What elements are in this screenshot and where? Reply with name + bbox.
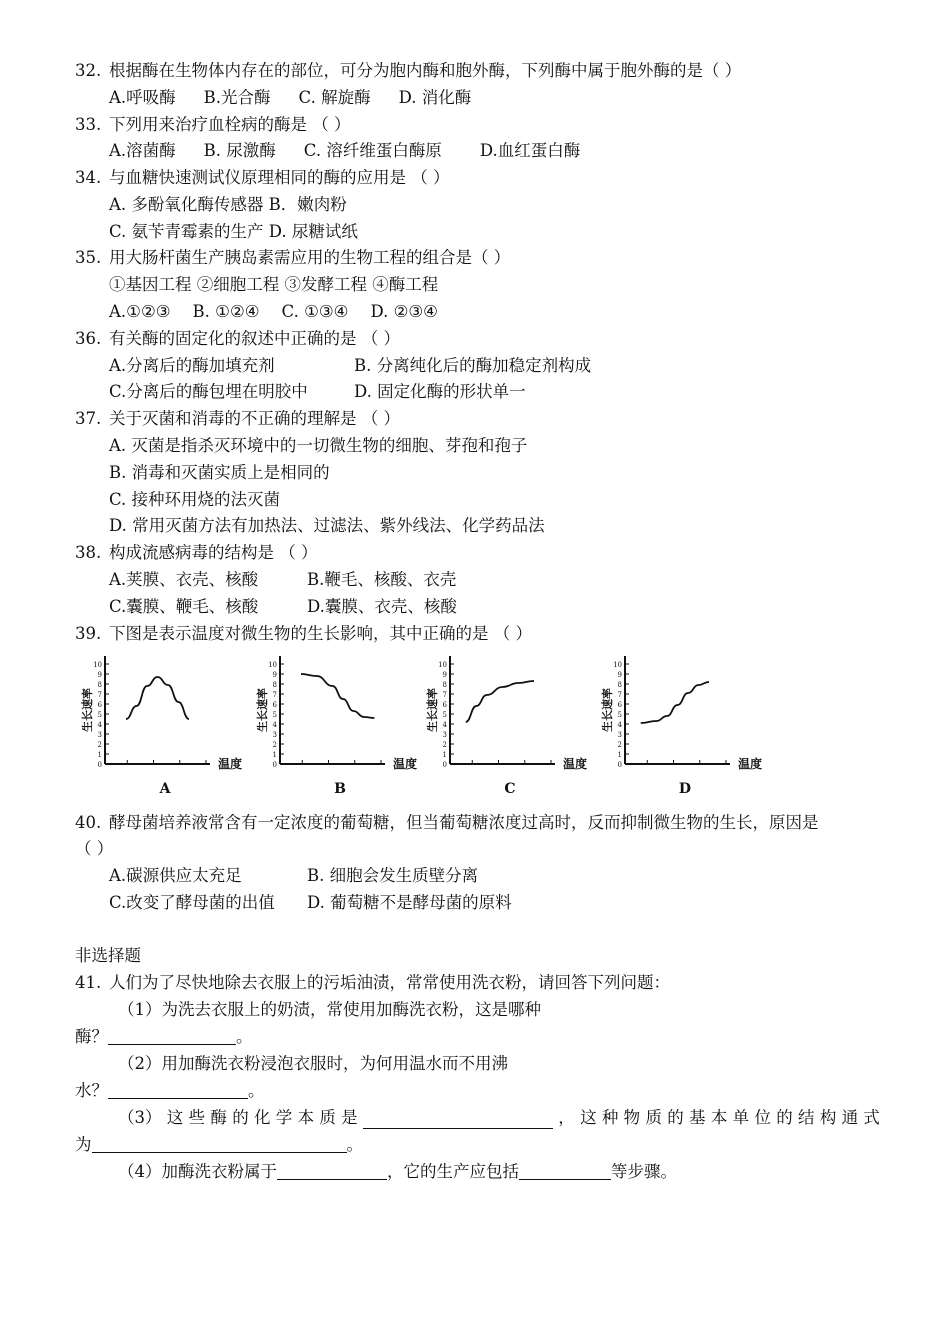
chart-letter: B [334, 781, 346, 797]
q34-stem: 34. 与血糖快速测试仪原理相同的酶的应用是 （ ） [75, 168, 450, 187]
question-number: 35. [75, 248, 102, 267]
x-axis-label: 温度 [393, 757, 418, 771]
growth-curve [301, 674, 375, 718]
y-tick-label: 6 [442, 701, 447, 709]
option-d: D.血红蛋白酶 [479, 141, 581, 160]
y-tick-label: 5 [442, 711, 447, 719]
q34-options-2: C. 氨苄青霉素的生产 D. 尿糖试纸 [109, 222, 358, 241]
question-number: 38. [75, 543, 102, 562]
option-b: B. ①②④ [192, 302, 260, 321]
y-tick-label: 0 [617, 761, 622, 769]
y-tick-label: 7 [442, 691, 447, 699]
chart-letter: A [159, 781, 171, 797]
q35-stem: 35. 用大肠杆菌生产胰岛素需应用的生物工程的组合是（ ） [75, 248, 511, 267]
y-tick-label: 7 [272, 691, 277, 699]
y-tick-label: 7 [617, 691, 622, 699]
option-c: C. 解旋酶 [298, 88, 371, 107]
y-tick-label: 8 [97, 681, 102, 689]
q32-options [109, 87, 471, 109]
q37-option-b: B. 消毒和灭菌实质上是相同的 [109, 463, 330, 482]
y-tick-label: 4 [272, 721, 277, 729]
y-tick-label: 8 [617, 681, 622, 689]
y-tick-label: 1 [442, 751, 447, 759]
q41-part4: （4）加酶洗衣粉属于 ，它的生产应包括 等步骤。 [118, 1162, 677, 1181]
q38-option-d: D.囊膜、衣壳、核酸 [307, 597, 457, 616]
option-a: A.①②③ [109, 302, 171, 321]
answer-blank[interactable] [108, 1082, 248, 1099]
y-tick-label: 5 [272, 711, 277, 719]
growth-curve [126, 677, 189, 719]
y-tick-label: 5 [617, 711, 622, 719]
q41-part3-line2: 为 。 [75, 1135, 363, 1154]
q36-option-b: B. 分离纯化后的酶加稳定剂构成 [354, 356, 592, 375]
q40-stem: 40. 酵母菌培养液常含有一定浓度的葡萄糖，但当葡萄糖浓度过高时，反而抑制微生物的生长，原因是 [75, 813, 819, 832]
option-a: A.溶菌酶 [109, 141, 176, 160]
q38-stem: 38. 构成流感病毒的结构是 （ ） [75, 543, 318, 562]
y-axis-label: 生长速率 [256, 688, 269, 732]
q33-options [109, 140, 580, 162]
y-tick-label: 10 [268, 661, 277, 669]
q38-option-c: C.囊膜、鞭毛、核酸 [109, 597, 259, 616]
y-tick-label: 3 [97, 731, 102, 739]
y-tick-label: 9 [272, 671, 277, 679]
q36-stem: 36. 有关酶的固定化的叙述中正确的是 （ ） [75, 329, 400, 348]
question-number: 32. [75, 61, 102, 80]
y-axis-label: 生长速率 [426, 688, 439, 732]
q35-items: ①基因工程 ②细胞工程 ③发酵工程 ④酶工程 [109, 275, 439, 294]
chart-letter: C [504, 781, 516, 797]
y-tick-label: 3 [617, 731, 622, 739]
y-tick-label: 1 [272, 751, 277, 759]
option-d: D. ②③④ [370, 302, 438, 321]
option-d: D. 消化酶 [398, 88, 472, 107]
y-tick-label: 4 [617, 721, 622, 729]
y-tick-label: 4 [442, 721, 447, 729]
growth-curve [466, 681, 534, 722]
q36-option-c: C.分离后的酶包埋在明胶中 [109, 382, 308, 401]
option-c: C. 溶纤维蛋白酶原 [303, 141, 442, 160]
y-tick-label: 4 [97, 721, 102, 729]
answer-blank[interactable] [92, 1136, 347, 1153]
y-tick-label: 2 [97, 741, 102, 749]
question-number: 37. [75, 409, 102, 428]
q37-option-a: A. 灭菌是指杀灭环境中的一切微生物的细胞、芽孢和孢子 [109, 436, 528, 455]
q35-options [109, 301, 438, 323]
q40-option-d: D. 葡萄糖不是酵母菌的原料 [307, 893, 512, 912]
question-number: 33. [75, 115, 102, 134]
y-tick-label: 6 [97, 701, 102, 709]
question-number: 40. [75, 813, 102, 832]
growth-curve [641, 682, 709, 723]
q39-stem: 39. 下图是表示温度对微生物的生长影响，其中正确的是 （ ） [75, 624, 532, 643]
q38-option-b: B.鞭毛、核酸、衣壳 [307, 570, 457, 589]
y-tick-label: 3 [272, 731, 277, 739]
option-b: B. 尿激酶 [203, 141, 276, 160]
q37-stem: 37. 关于灭菌和消毒的不正确的理解是 （ ） [75, 409, 400, 428]
y-tick-label: 9 [617, 671, 622, 679]
q41-stem: 41. 人们为了尽快地除去衣服上的污垢油渍，常常使用洗衣粉，请回答下列问题： [75, 973, 670, 992]
x-axis-label: 温度 [218, 757, 243, 771]
q38-option-a: A.荚膜、衣壳、核酸 [109, 570, 259, 589]
q41-part3-line1: （3） 这 些 酶 的 化 学 本 质 是 ， 这 种 物 质 的 基 本 单 位 的 结 构 通 式 [118, 1108, 880, 1127]
q41-part1-line2: 酶？ 。 [75, 1027, 253, 1046]
q41-part2-line1: （2）用加酶洗衣粉浸泡衣服时，为何用温水而不用沸 [118, 1054, 508, 1073]
option-c: C. ①③④ [281, 302, 349, 321]
y-tick-label: 5 [97, 711, 102, 719]
q41-part1-line1: （1）为洗去衣服上的奶渍，常使用加酶洗衣粉，这是哪种 [118, 1000, 541, 1019]
answer-blank[interactable] [363, 1112, 553, 1129]
question-number: 39. [75, 624, 102, 643]
option-a: A.呼吸酶 [109, 88, 176, 107]
q37-option-d: D. 常用灭菌方法有加热法、过滤法、紫外线法、化学药品法 [109, 516, 545, 535]
y-tick-label: 3 [442, 731, 447, 739]
q36-option-d: D. 固定化酶的形状单一 [354, 382, 526, 401]
y-tick-label: 6 [272, 701, 277, 709]
y-tick-label: 1 [97, 751, 102, 759]
y-tick-label: 9 [442, 671, 447, 679]
y-tick-label: 0 [272, 761, 277, 769]
y-tick-label: 8 [272, 681, 277, 689]
question-number: 34. [75, 168, 102, 187]
y-tick-label: 10 [613, 661, 622, 669]
q40-option-b: B. 细胞会发生质壁分离 [307, 866, 479, 885]
y-tick-label: 2 [442, 741, 447, 749]
q40-option-c: C.改变了酵母菌的出值 [109, 893, 275, 912]
y-tick-label: 8 [442, 681, 447, 689]
y-tick-label: 6 [617, 701, 622, 709]
section-heading: 非选择题 [75, 946, 141, 965]
question-number: 41. [75, 973, 102, 992]
temperature-growth-charts [80, 650, 800, 800]
y-tick-label: 0 [442, 761, 447, 769]
y-tick-label: 2 [617, 741, 622, 749]
y-tick-label: 9 [97, 671, 102, 679]
y-tick-label: 10 [438, 661, 447, 669]
answer-blank[interactable] [108, 1028, 236, 1045]
y-tick-label: 1 [617, 751, 622, 759]
q41-part2-line2: 水？ 。 [75, 1081, 265, 1100]
q36-option-a: A.分离后的酶加填充剂 [109, 356, 275, 375]
y-tick-label: 0 [97, 761, 102, 769]
x-axis-label: 温度 [563, 757, 588, 771]
q33-stem: 33. 下列用来治疗血栓病的酶是 （ ） [75, 115, 351, 134]
question-number: 36. [75, 329, 102, 348]
x-axis-label: 温度 [738, 757, 763, 771]
q34-options-1: A. 多酚氧化酶传感器 B．嫩肉粉 [109, 195, 347, 214]
y-tick-label: 7 [97, 691, 102, 699]
q40-paren: （ ） [75, 839, 114, 858]
option-b: B.光合酶 [203, 88, 271, 107]
q40-option-a: A.碳源供应太充足 [109, 866, 242, 885]
chart-letter: D [678, 781, 692, 797]
q37-option-c: C. 接种环用烧的法灭菌 [109, 490, 281, 509]
y-axis-label: 生长速率 [81, 688, 94, 732]
y-tick-label: 2 [272, 741, 277, 749]
answer-blank[interactable] [277, 1163, 387, 1180]
answer-blank[interactable] [519, 1163, 611, 1180]
q32-stem: 32. 根据酶在生物体内存在的部位，可分为胞内酶和胞外酶，下列酶中属于胞外酶的是（ ） [75, 61, 742, 80]
y-axis-label: 生长速率 [601, 688, 614, 732]
y-tick-label: 10 [93, 661, 102, 669]
